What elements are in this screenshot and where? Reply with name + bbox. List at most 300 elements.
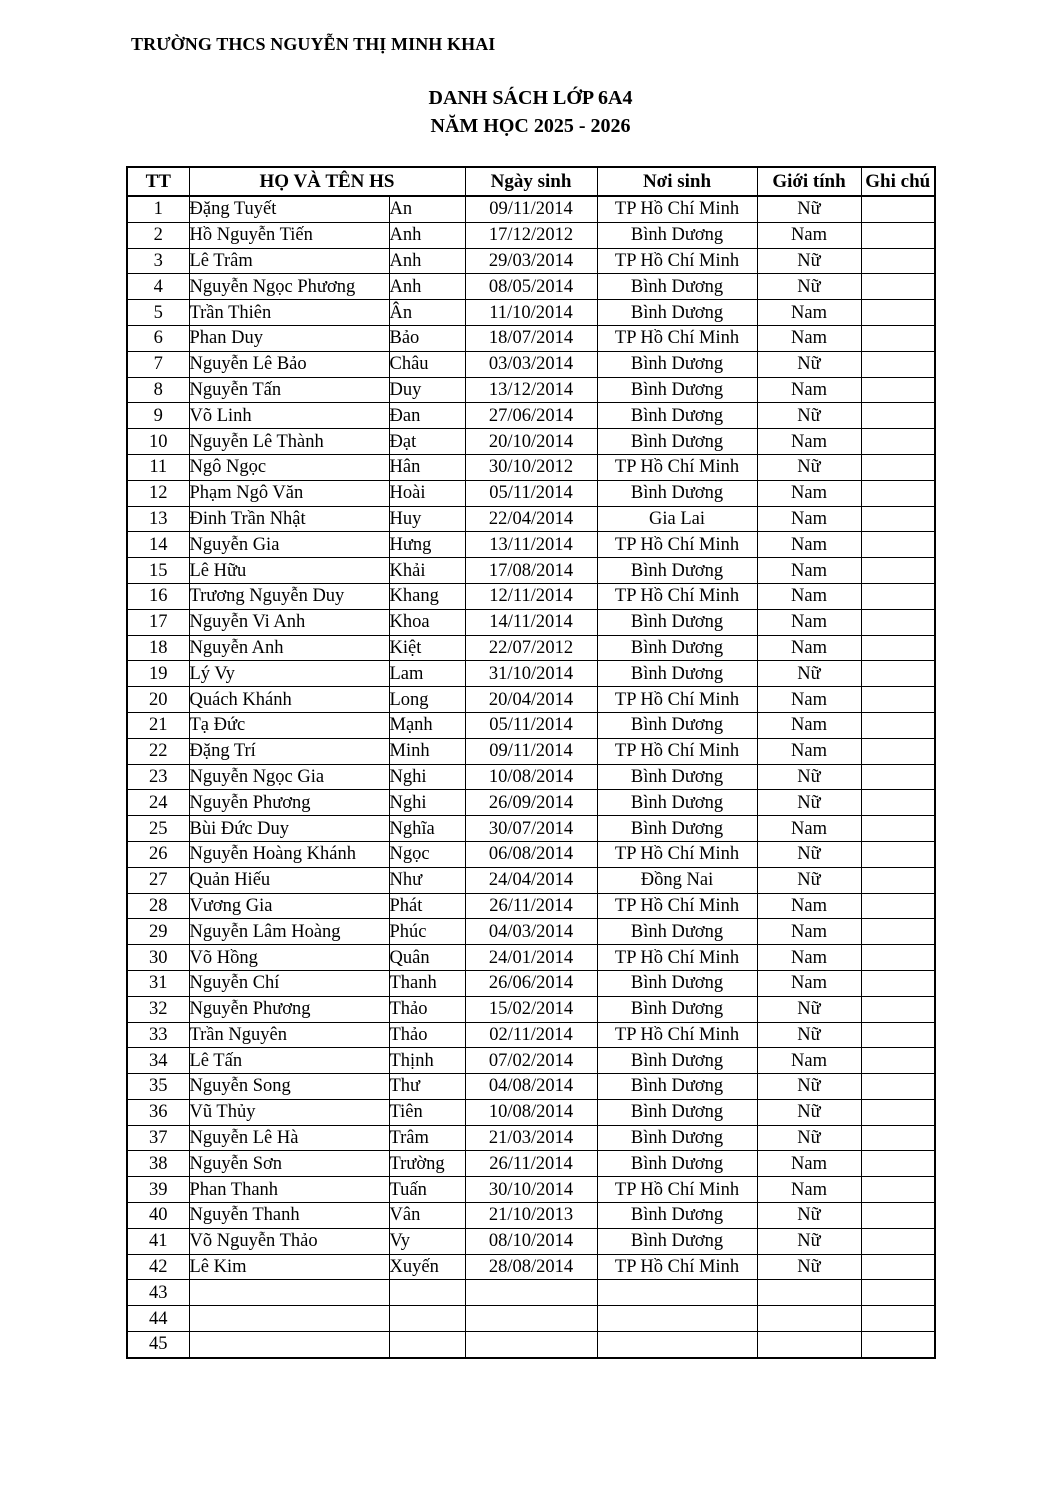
cell-last-name: Nguyễn Lê Bảo xyxy=(189,351,389,377)
cell-gender: Nam xyxy=(757,635,861,661)
cell-dob: 08/10/2014 xyxy=(465,1228,597,1254)
header-gender: Giới tính xyxy=(757,167,861,196)
cell-note xyxy=(861,274,935,300)
cell-last-name xyxy=(189,1280,389,1306)
cell-gender: Nữ xyxy=(757,1228,861,1254)
cell-gender: Nữ xyxy=(757,867,861,893)
cell-note xyxy=(861,867,935,893)
cell-dob: 13/11/2014 xyxy=(465,532,597,558)
cell-gender: Nam xyxy=(757,712,861,738)
cell-first-name: Hoài xyxy=(389,480,465,506)
cell-first-name: Khang xyxy=(389,583,465,609)
cell-tt: 13 xyxy=(127,506,189,532)
header-tt: TT xyxy=(127,167,189,196)
cell-last-name: Trần Thiên xyxy=(189,300,389,326)
table-row xyxy=(127,816,935,842)
cell-note xyxy=(861,1177,935,1203)
cell-gender xyxy=(757,1306,861,1332)
cell-first-name: Đạt xyxy=(389,429,465,455)
table-row xyxy=(127,867,935,893)
cell-note xyxy=(861,1048,935,1074)
table-row xyxy=(127,1125,935,1151)
table-row xyxy=(127,687,935,713)
cell-note xyxy=(861,454,935,480)
cell-pob xyxy=(597,1332,757,1358)
cell-pob: Bình Dương xyxy=(597,558,757,584)
cell-gender: Nam xyxy=(757,609,861,635)
cell-tt: 37 xyxy=(127,1125,189,1151)
table-row xyxy=(127,1228,935,1254)
cell-tt: 29 xyxy=(127,919,189,945)
cell-tt: 4 xyxy=(127,274,189,300)
cell-pob: TP Hồ Chí Minh xyxy=(597,738,757,764)
cell-pob: Bình Dương xyxy=(597,1151,757,1177)
cell-gender: Nữ xyxy=(757,1022,861,1048)
table-header-row xyxy=(127,167,935,196)
cell-tt: 14 xyxy=(127,532,189,558)
cell-gender xyxy=(757,1280,861,1306)
cell-first-name: Nghi xyxy=(389,790,465,816)
cell-note xyxy=(861,222,935,248)
cell-pob: TP Hồ Chí Minh xyxy=(597,454,757,480)
cell-pob: TP Hồ Chí Minh xyxy=(597,248,757,274)
table-row xyxy=(127,454,935,480)
cell-gender: Nữ xyxy=(757,351,861,377)
cell-first-name: Duy xyxy=(389,377,465,403)
cell-tt: 43 xyxy=(127,1280,189,1306)
cell-tt: 22 xyxy=(127,738,189,764)
cell-gender: Nam xyxy=(757,738,861,764)
table-row xyxy=(127,1203,935,1229)
cell-last-name: Ngô Ngọc xyxy=(189,454,389,480)
cell-tt: 32 xyxy=(127,996,189,1022)
cell-pob: Bình Dương xyxy=(597,351,757,377)
cell-pob: Bình Dương xyxy=(597,816,757,842)
cell-dob: 05/11/2014 xyxy=(465,712,597,738)
cell-pob: TP Hồ Chí Minh xyxy=(597,1022,757,1048)
cell-gender: Nữ xyxy=(757,1254,861,1280)
cell-dob: 13/12/2014 xyxy=(465,377,597,403)
cell-last-name: Nguyễn Phương xyxy=(189,790,389,816)
cell-dob: 11/10/2014 xyxy=(465,300,597,326)
cell-pob: Bình Dương xyxy=(597,480,757,506)
cell-dob: 09/11/2014 xyxy=(465,738,597,764)
cell-dob: 31/10/2014 xyxy=(465,661,597,687)
cell-last-name: Vương Gia xyxy=(189,893,389,919)
cell-first-name xyxy=(389,1306,465,1332)
cell-tt: 11 xyxy=(127,454,189,480)
cell-dob: 26/11/2014 xyxy=(465,1151,597,1177)
cell-gender: Nữ xyxy=(757,1203,861,1229)
cell-gender: Nữ xyxy=(757,454,861,480)
cell-dob: 30/10/2014 xyxy=(465,1177,597,1203)
cell-note xyxy=(861,609,935,635)
cell-first-name: Thịnh xyxy=(389,1048,465,1074)
cell-note xyxy=(861,996,935,1022)
cell-pob xyxy=(597,1280,757,1306)
cell-note xyxy=(861,1151,935,1177)
cell-gender: Nam xyxy=(757,325,861,351)
cell-gender: Nam xyxy=(757,222,861,248)
cell-tt: 17 xyxy=(127,609,189,635)
cell-pob: TP Hồ Chí Minh xyxy=(597,945,757,971)
cell-dob: 20/04/2014 xyxy=(465,687,597,713)
cell-gender: Nữ xyxy=(757,841,861,867)
table-row xyxy=(127,248,935,274)
cell-last-name: Lý Vy xyxy=(189,661,389,687)
table-row xyxy=(127,609,935,635)
cell-dob: 17/12/2012 xyxy=(465,222,597,248)
cell-pob: TP Hồ Chí Minh xyxy=(597,687,757,713)
cell-last-name: Vũ Thủy xyxy=(189,1099,389,1125)
cell-pob: Bình Dương xyxy=(597,429,757,455)
cell-dob: 14/11/2014 xyxy=(465,609,597,635)
cell-last-name: Nguyễn Vi Anh xyxy=(189,609,389,635)
document-title: DANH SÁCH LỚP 6A4 xyxy=(428,87,633,109)
cell-note xyxy=(861,429,935,455)
cell-pob: Bình Dương xyxy=(597,1074,757,1100)
cell-last-name: Nguyễn Thanh xyxy=(189,1203,389,1229)
cell-tt: 26 xyxy=(127,841,189,867)
cell-tt: 20 xyxy=(127,687,189,713)
cell-first-name: Mạnh xyxy=(389,712,465,738)
cell-pob: TP Hồ Chí Minh xyxy=(597,893,757,919)
cell-dob: 26/11/2014 xyxy=(465,893,597,919)
header-dob: Ngày sinh xyxy=(465,167,597,196)
cell-tt: 31 xyxy=(127,970,189,996)
cell-gender: Nữ xyxy=(757,661,861,687)
cell-tt: 38 xyxy=(127,1151,189,1177)
cell-dob: 09/11/2014 xyxy=(465,196,597,222)
cell-gender: Nam xyxy=(757,1177,861,1203)
cell-tt: 28 xyxy=(127,893,189,919)
cell-tt: 10 xyxy=(127,429,189,455)
cell-tt: 1 xyxy=(127,196,189,222)
cell-first-name: Anh xyxy=(389,222,465,248)
cell-dob: 10/08/2014 xyxy=(465,764,597,790)
cell-first-name: Khoa xyxy=(389,609,465,635)
cell-tt: 19 xyxy=(127,661,189,687)
cell-tt: 36 xyxy=(127,1099,189,1125)
cell-dob: 03/03/2014 xyxy=(465,351,597,377)
cell-pob: Bình Dương xyxy=(597,1125,757,1151)
cell-tt: 9 xyxy=(127,403,189,429)
cell-first-name: Thảo xyxy=(389,1022,465,1048)
cell-note xyxy=(861,945,935,971)
cell-gender: Nam xyxy=(757,558,861,584)
cell-tt: 35 xyxy=(127,1074,189,1100)
table-row xyxy=(127,583,935,609)
cell-pob: TP Hồ Chí Minh xyxy=(597,841,757,867)
cell-dob: 06/08/2014 xyxy=(465,841,597,867)
cell-tt: 25 xyxy=(127,816,189,842)
cell-note xyxy=(861,712,935,738)
cell-last-name: Trần Nguyên xyxy=(189,1022,389,1048)
cell-pob: TP Hồ Chí Minh xyxy=(597,583,757,609)
cell-note xyxy=(861,506,935,532)
cell-pob: TP Hồ Chí Minh xyxy=(597,325,757,351)
cell-note xyxy=(861,300,935,326)
cell-tt: 44 xyxy=(127,1306,189,1332)
cell-gender: Nam xyxy=(757,300,861,326)
cell-tt: 2 xyxy=(127,222,189,248)
cell-dob: 17/08/2014 xyxy=(465,558,597,584)
cell-last-name: Lê Trâm xyxy=(189,248,389,274)
cell-tt: 42 xyxy=(127,1254,189,1280)
cell-note xyxy=(861,1125,935,1151)
cell-first-name: Vân xyxy=(389,1203,465,1229)
school-name: TRƯỜNG THCS NGUYỄN THỊ MINH KHAI xyxy=(131,34,496,54)
cell-last-name xyxy=(189,1306,389,1332)
cell-pob: TP Hồ Chí Minh xyxy=(597,1177,757,1203)
cell-dob: 28/08/2014 xyxy=(465,1254,597,1280)
cell-note xyxy=(861,1254,935,1280)
student-roster-table xyxy=(126,166,936,1359)
cell-first-name: Châu xyxy=(389,351,465,377)
table-row xyxy=(127,970,935,996)
cell-gender: Nữ xyxy=(757,996,861,1022)
table-row xyxy=(127,996,935,1022)
cell-tt: 5 xyxy=(127,300,189,326)
cell-first-name: Anh xyxy=(389,248,465,274)
cell-note xyxy=(861,790,935,816)
cell-tt: 30 xyxy=(127,945,189,971)
cell-dob xyxy=(465,1280,597,1306)
cell-dob: 02/11/2014 xyxy=(465,1022,597,1048)
cell-first-name: Bảo xyxy=(389,325,465,351)
cell-tt: 39 xyxy=(127,1177,189,1203)
cell-first-name: Nghi xyxy=(389,764,465,790)
cell-dob: 29/03/2014 xyxy=(465,248,597,274)
cell-last-name: Đặng Tuyết xyxy=(189,196,389,222)
cell-note xyxy=(861,816,935,842)
cell-pob: Bình Dương xyxy=(597,1228,757,1254)
cell-last-name: Lê Kim xyxy=(189,1254,389,1280)
cell-gender: Nam xyxy=(757,583,861,609)
cell-note xyxy=(861,1306,935,1332)
cell-gender: Nữ xyxy=(757,764,861,790)
cell-note xyxy=(861,351,935,377)
cell-gender: Nam xyxy=(757,687,861,713)
cell-tt: 40 xyxy=(127,1203,189,1229)
cell-pob: Đồng Nai xyxy=(597,867,757,893)
cell-last-name: Nguyễn Gia xyxy=(189,532,389,558)
cell-gender: Nam xyxy=(757,506,861,532)
cell-gender: Nam xyxy=(757,816,861,842)
cell-last-name: Nguyễn Lê Thành xyxy=(189,429,389,455)
cell-first-name: Long xyxy=(389,687,465,713)
cell-note xyxy=(861,325,935,351)
cell-dob: 26/09/2014 xyxy=(465,790,597,816)
table-row xyxy=(127,1022,935,1048)
cell-note xyxy=(861,558,935,584)
cell-pob: Bình Dương xyxy=(597,377,757,403)
cell-note xyxy=(861,196,935,222)
table-row xyxy=(127,1177,935,1203)
cell-pob: Bình Dương xyxy=(597,970,757,996)
table-row xyxy=(127,1151,935,1177)
table-row xyxy=(127,893,935,919)
cell-dob: 21/10/2013 xyxy=(465,1203,597,1229)
table-row xyxy=(127,429,935,455)
cell-note xyxy=(861,635,935,661)
cell-first-name: Anh xyxy=(389,274,465,300)
cell-tt: 15 xyxy=(127,558,189,584)
cell-pob: Bình Dương xyxy=(597,1099,757,1125)
cell-dob: 24/04/2014 xyxy=(465,867,597,893)
cell-first-name: Phát xyxy=(389,893,465,919)
cell-pob: Bình Dương xyxy=(597,1048,757,1074)
cell-gender: Nam xyxy=(757,429,861,455)
table-row xyxy=(127,1099,935,1125)
cell-note xyxy=(861,1228,935,1254)
cell-last-name: Quản Hiếu xyxy=(189,867,389,893)
cell-first-name xyxy=(389,1332,465,1358)
cell-pob: Bình Dương xyxy=(597,712,757,738)
cell-pob: Bình Dương xyxy=(597,635,757,661)
header-pob: Nơi sinh xyxy=(597,167,757,196)
cell-first-name: Nghĩa xyxy=(389,816,465,842)
cell-pob: Gia Lai xyxy=(597,506,757,532)
cell-dob: 15/02/2014 xyxy=(465,996,597,1022)
table-row xyxy=(127,222,935,248)
cell-gender: Nam xyxy=(757,1151,861,1177)
table-row xyxy=(127,403,935,429)
cell-tt: 33 xyxy=(127,1022,189,1048)
cell-last-name: Võ Hồng xyxy=(189,945,389,971)
cell-first-name: Kiệt xyxy=(389,635,465,661)
cell-pob: Bình Dương xyxy=(597,661,757,687)
cell-tt: 23 xyxy=(127,764,189,790)
cell-note xyxy=(861,893,935,919)
cell-last-name: Quách Khánh xyxy=(189,687,389,713)
cell-pob: Bình Dương xyxy=(597,764,757,790)
header-name: HỌ VÀ TÊN HS xyxy=(189,167,465,196)
cell-tt: 41 xyxy=(127,1228,189,1254)
cell-tt: 24 xyxy=(127,790,189,816)
cell-note xyxy=(861,532,935,558)
cell-dob: 21/03/2014 xyxy=(465,1125,597,1151)
cell-tt: 12 xyxy=(127,480,189,506)
cell-dob: 18/07/2014 xyxy=(465,325,597,351)
cell-last-name: Nguyễn Ngọc Phương xyxy=(189,274,389,300)
cell-gender: Nam xyxy=(757,945,861,971)
cell-dob: 22/04/2014 xyxy=(465,506,597,532)
cell-pob xyxy=(597,1306,757,1332)
cell-first-name: Phúc xyxy=(389,919,465,945)
cell-pob: Bình Dương xyxy=(597,403,757,429)
cell-pob: Bình Dương xyxy=(597,222,757,248)
cell-note xyxy=(861,687,935,713)
cell-last-name: Lê Hữu xyxy=(189,558,389,584)
cell-tt: 27 xyxy=(127,867,189,893)
cell-last-name: Nguyễn Hoàng Khánh xyxy=(189,841,389,867)
cell-last-name: Đặng Trí xyxy=(189,738,389,764)
school-year: NĂM HỌC 2025 - 2026 xyxy=(430,115,631,137)
table-row xyxy=(127,532,935,558)
cell-tt: 7 xyxy=(127,351,189,377)
table-row xyxy=(127,712,935,738)
cell-note xyxy=(861,1099,935,1125)
cell-last-name: Trương Nguyễn Duy xyxy=(189,583,389,609)
cell-gender: Nam xyxy=(757,377,861,403)
cell-gender: Nam xyxy=(757,480,861,506)
cell-last-name: Phạm Ngô Văn xyxy=(189,480,389,506)
cell-gender: Nữ xyxy=(757,248,861,274)
cell-dob xyxy=(465,1306,597,1332)
cell-first-name: Trâm xyxy=(389,1125,465,1151)
table-row xyxy=(127,325,935,351)
cell-tt: 3 xyxy=(127,248,189,274)
cell-first-name: Minh xyxy=(389,738,465,764)
cell-dob: 08/05/2014 xyxy=(465,274,597,300)
table-row xyxy=(127,1048,935,1074)
table-row xyxy=(127,764,935,790)
cell-last-name: Nguyễn Tấn xyxy=(189,377,389,403)
cell-gender: Nam xyxy=(757,532,861,558)
cell-pob: Bình Dương xyxy=(597,919,757,945)
cell-first-name: Khải xyxy=(389,558,465,584)
cell-dob: 22/07/2012 xyxy=(465,635,597,661)
cell-note xyxy=(861,1332,935,1358)
cell-dob: 07/02/2014 xyxy=(465,1048,597,1074)
cell-note xyxy=(861,248,935,274)
table-row xyxy=(127,300,935,326)
cell-last-name: Bùi Đức Duy xyxy=(189,816,389,842)
cell-dob xyxy=(465,1332,597,1358)
cell-first-name: Huy xyxy=(389,506,465,532)
table-row xyxy=(127,1254,935,1280)
cell-gender: Nam xyxy=(757,919,861,945)
cell-tt: 8 xyxy=(127,377,189,403)
cell-first-name: Vy xyxy=(389,1228,465,1254)
cell-dob: 20/10/2014 xyxy=(465,429,597,455)
cell-first-name: Tuấn xyxy=(389,1177,465,1203)
cell-last-name: Phan Thanh xyxy=(189,1177,389,1203)
cell-gender: Nam xyxy=(757,970,861,996)
cell-last-name: Nguyễn Ngọc Gia xyxy=(189,764,389,790)
cell-gender: Nữ xyxy=(757,274,861,300)
cell-tt: 18 xyxy=(127,635,189,661)
cell-last-name: Nguyễn Anh xyxy=(189,635,389,661)
table-row xyxy=(127,661,935,687)
cell-tt: 16 xyxy=(127,583,189,609)
cell-note xyxy=(861,583,935,609)
cell-last-name: Nguyễn Lâm Hoàng xyxy=(189,919,389,945)
cell-note xyxy=(861,764,935,790)
cell-first-name: Xuyến xyxy=(389,1254,465,1280)
cell-dob: 30/10/2012 xyxy=(465,454,597,480)
header-note: Ghi chú xyxy=(861,167,935,196)
cell-first-name: Hân xyxy=(389,454,465,480)
cell-first-name: Ân xyxy=(389,300,465,326)
cell-tt: 21 xyxy=(127,712,189,738)
table-row xyxy=(127,945,935,971)
cell-note xyxy=(861,738,935,764)
cell-first-name: Đan xyxy=(389,403,465,429)
table-row xyxy=(127,480,935,506)
cell-first-name: Thanh xyxy=(389,970,465,996)
cell-note xyxy=(861,1074,935,1100)
table-body xyxy=(127,196,935,1358)
cell-last-name: Nguyễn Sơn xyxy=(189,1151,389,1177)
cell-first-name: Tiên xyxy=(389,1099,465,1125)
cell-last-name xyxy=(189,1332,389,1358)
cell-last-name: Tạ Đức xyxy=(189,712,389,738)
cell-note xyxy=(861,1022,935,1048)
cell-note xyxy=(861,480,935,506)
table-row xyxy=(127,558,935,584)
